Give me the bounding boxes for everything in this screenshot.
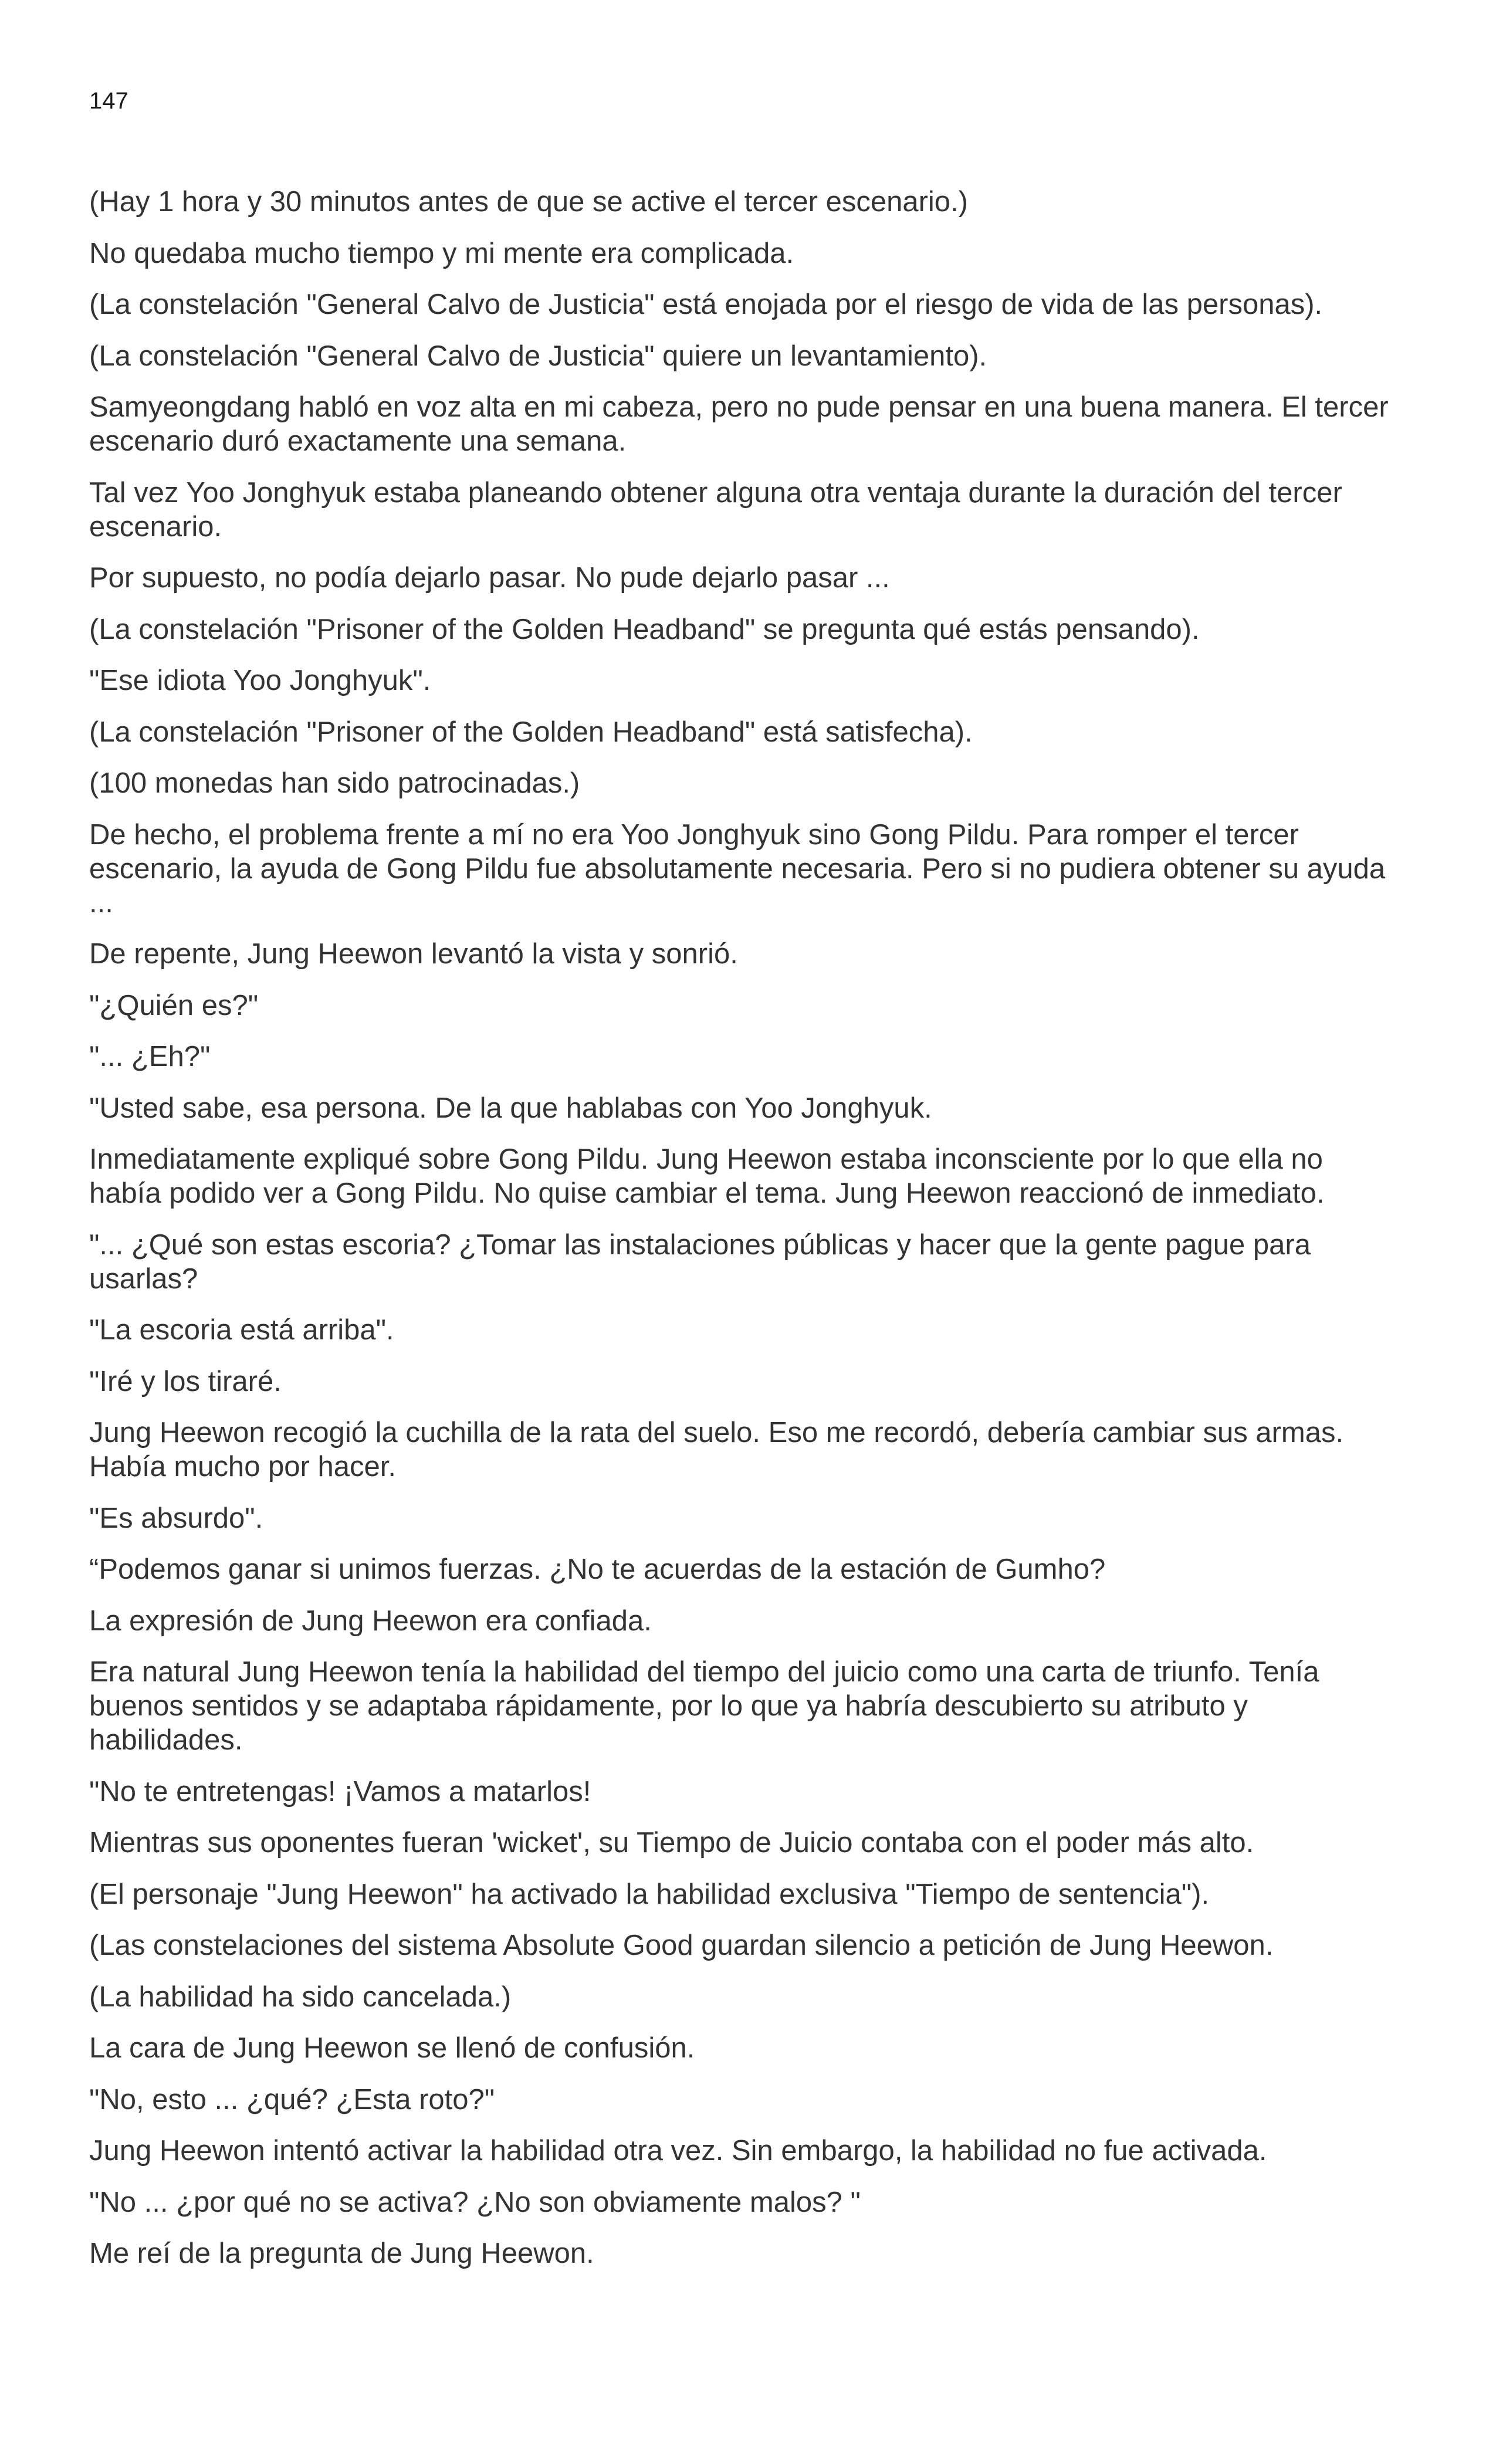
page-number: 147 <box>89 88 128 114</box>
paragraph: De hecho, el problema frente a mí no era Yoo Jonghyuk sino Gong Pildu. Para romper el tercer escenario, la ayuda de Gong Pildu fue absolutamente necesaria. Pero si no pudiera obtener su ayuda ... <box>89 818 1386 919</box>
paragraph: (La constelación "Prisoner of the Golden Headband" está satisfecha). <box>89 716 973 748</box>
paragraph: Era natural Jung Heewon tenía la habilidad del tiempo del juicio como una carta de triunfo. Tenía buenos sentidos y se adaptaba rápidamente, por lo que ya habría descubierto su atributo y habilidades. <box>89 1656 1319 1756</box>
paragraph: "No te entretengas! ¡Vamos a matarlos! <box>89 1775 591 1808</box>
paragraph: Me reí de la pregunta de Jung Heewon. <box>89 2238 594 2269</box>
paragraph: Jung Heewon intentó activar la habilidad otra vez. Sin embargo, la habilidad no fue activada. <box>89 2135 1267 2167</box>
paragraph: Inmediatamente expliqué sobre Gong Pildu. Jung Heewon estaba inconsciente por lo que ella no había podido ver a Gong Pildu. No quise cambiar el tema. Jung Heewon reaccionó de inmediato. <box>89 1143 1325 1209</box>
paragraph: La expresión de Jung Heewon era confiada. <box>89 1605 652 1637</box>
paragraph: La cara de Jung Heewon se llenó de confusión. <box>89 2032 695 2064</box>
paragraph: Mientras sus oponentes fueran 'wicket', su Tiempo de Juicio contaba con el poder más alto. <box>89 1827 1254 1859</box>
page-body <box>89 185 1397 2288</box>
paragraph: (La constelación "General Calvo de Justicia" está enojada por el riesgo de vida de las personas). <box>89 289 1323 320</box>
paragraph: "... ¿Eh?" <box>89 1041 211 1072</box>
paragraph: "Es absurdo". <box>89 1502 263 1534</box>
paragraph: "No, esto ... ¿qué? ¿Esta roto?" <box>89 2083 495 2116</box>
paragraph: "No ... ¿por qué no se activa? ¿No son obviamente malos? " <box>89 2186 861 2218</box>
paragraph: Por supuesto, no podía dejarlo pasar. No pude dejarlo pasar ... <box>89 562 890 594</box>
paragraph: De repente, Jung Heewon levantó la vista y sonrió. <box>89 938 738 970</box>
paragraph: No quedaba mucho tiempo y mi mente era complicada. <box>89 237 794 269</box>
paragraph: "Ese idiota Yoo Jonghyuk". <box>89 665 431 696</box>
paragraph: "La escoria está arriba". <box>89 1314 394 1346</box>
paragraph: "... ¿Qué son estas escoria? ¿Tomar las instalaciones públicas y hacer que la gente pague para usarlas? <box>89 1228 1311 1295</box>
paragraph: (Hay 1 hora y 30 minutos antes de que se active el tercer escenario.) <box>89 186 968 218</box>
paragraph: “Podemos ganar si unimos fuerzas. ¿No te acuerdas de la estación de Gumho? <box>89 1553 1106 1585</box>
paragraph: Samyeongdang habló en voz alta en mi cabeza, pero no pude pensar en una buena manera. El tercer escenario duró exactamente una semana. <box>89 391 1389 457</box>
paragraph: (La habilidad ha sido cancelada.) <box>89 1981 512 2013</box>
paragraph: (La constelación "Prisoner of the Golden Headband" se pregunta qué estás pensando). <box>89 613 1200 645</box>
paragraph: (El personaje "Jung Heewon" ha activado la habilidad exclusiva "Tiempo de sentencia"). <box>89 1878 1210 1910</box>
paragraph: "Iré y los tiraré. <box>89 1365 282 1397</box>
paragraph: "Usted sabe, esa persona. De la que hablabas con Yoo Jonghyuk. <box>89 1092 932 1124</box>
paragraph: Jung Heewon recogió la cuchilla de la rata del suelo. Eso me recordó, debería cambiar sus armas. Había mucho por hacer. <box>89 1417 1344 1483</box>
paragraph: Tal vez Yoo Jonghyuk estaba planeando obtener alguna otra ventaja durante la duración del tercer escenario. <box>89 476 1342 543</box>
paragraph: (100 monedas han sido patrocinadas.) <box>89 767 580 799</box>
paragraph: "¿Quién es?" <box>89 989 259 1021</box>
paragraph: (La constelación "General Calvo de Justicia" quiere un levantamiento). <box>89 340 987 372</box>
paragraph: (Las constelaciones del sistema Absolute Good guardan silencio a petición de Jung Heewon. <box>89 1930 1274 1961</box>
